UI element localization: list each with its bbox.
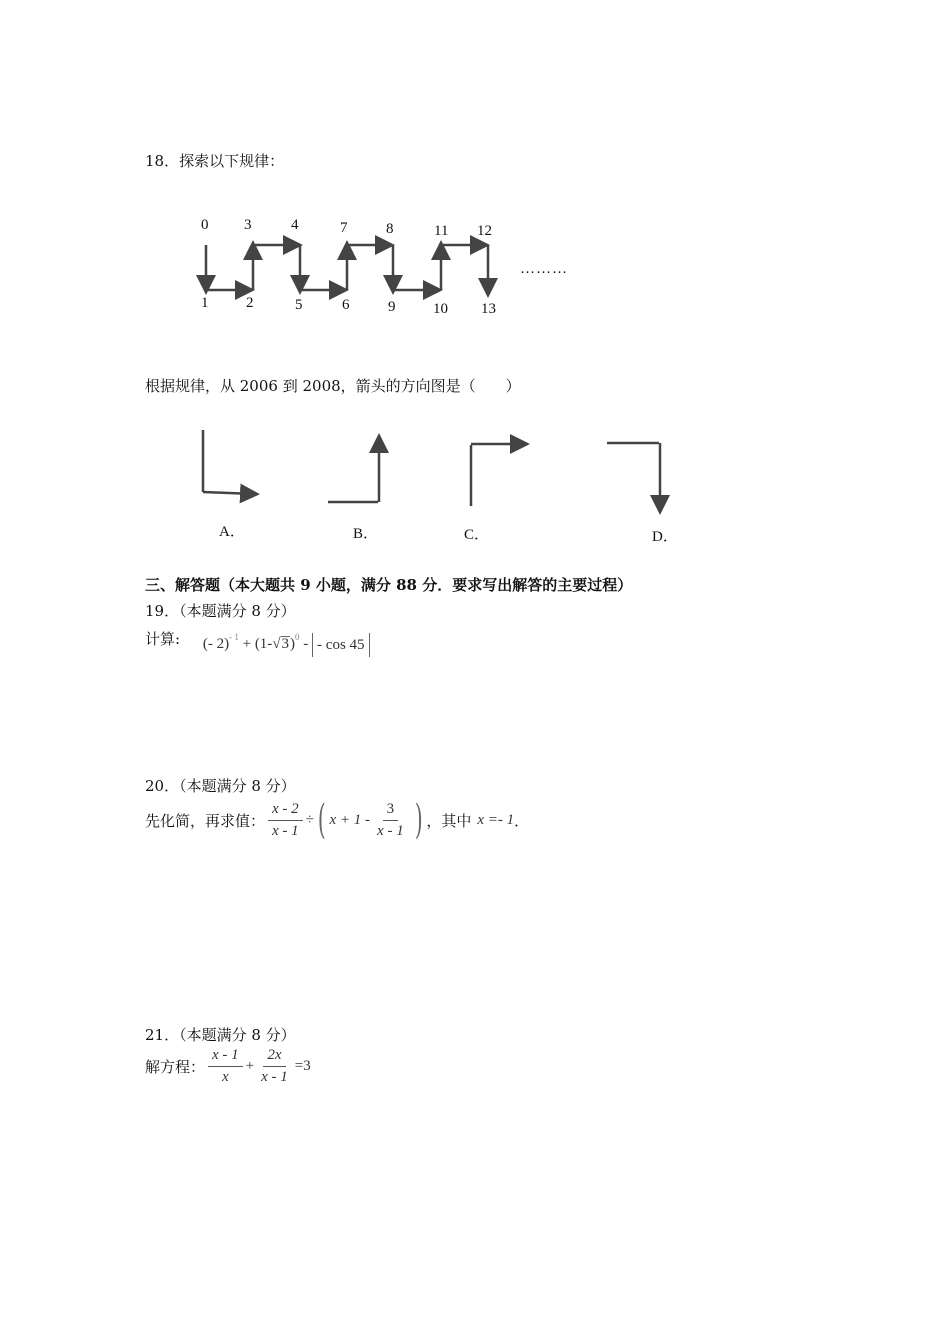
q20-frac2-num: 3 [383, 801, 399, 821]
q21-header [145, 1024, 296, 1045]
q21-score: （本题满分 8 分） [179, 1026, 296, 1044]
q19-minus: - [303, 636, 309, 652]
q19-term2-close: ) [290, 636, 296, 652]
option-c-label: C． [464, 527, 490, 543]
q19-plus: + [242, 636, 252, 652]
q19-score: （本题满分 8 分） [179, 602, 296, 620]
q19-body [145, 628, 370, 657]
option-b-label: B． [353, 526, 379, 542]
q18-header [145, 150, 284, 171]
q19-term2-exp: 0 [295, 632, 300, 642]
q19-expression [203, 632, 370, 657]
q21-body [145, 1047, 311, 1086]
label-top-2: 4 [291, 217, 299, 233]
q21-frac1-den: x [222, 1069, 229, 1085]
q21-fraction-1 [208, 1047, 243, 1086]
option-d-label: D． [652, 529, 678, 545]
q21-frac2-num: 2x [263, 1047, 285, 1067]
label-bottom-2: 5 [295, 297, 303, 313]
label-top-5: 11 [434, 223, 449, 239]
q20-period: ． [514, 811, 530, 830]
option-b-figure [328, 438, 379, 502]
label-bottom-4: 9 [388, 299, 396, 315]
q21-plus: + [245, 1058, 255, 1074]
q19-instruction: 计算: [145, 630, 181, 648]
q18-stem: 探索以下规律： [179, 152, 285, 170]
label-bottom-0: 1 [201, 295, 209, 311]
q20-inner-left: x + 1 - [329, 811, 371, 828]
section3-title: 三、解答题（本大题共 9 小题，满分 88 分．要求写出解答的主要过程） [145, 576, 633, 594]
label-bottom-3: 6 [342, 297, 350, 313]
q19-term2-open: (1- [254, 636, 273, 652]
q19-number: 19． [145, 602, 180, 620]
q18-pattern-figure [180, 205, 580, 325]
q21-number: 21． [145, 1026, 180, 1044]
q20-instruction: 先化简，再求值： [145, 811, 266, 830]
q19-abs-value: - cos 45 [312, 633, 370, 657]
label-top-4: 8 [386, 221, 394, 237]
q20-header [145, 775, 296, 796]
q20-number: 20． [145, 777, 180, 795]
q20-condition: x =- 1 [477, 811, 515, 828]
q21-fraction-2 [257, 1047, 292, 1086]
label-top-3: 7 [340, 220, 348, 236]
q18-number: 18． [145, 152, 180, 170]
q18-options-figure [185, 420, 685, 550]
q20-fraction-2 [373, 801, 408, 840]
q20-frac1-num: x - 2 [268, 801, 303, 821]
q20-body [145, 797, 530, 843]
label-top-0: 0 [201, 217, 209, 233]
q20-tail: ，其中 [426, 811, 472, 830]
q19-term1: (- 2) [202, 636, 230, 652]
label-bottom-6: 13 [481, 301, 496, 317]
q20-divide: ÷ [305, 811, 314, 828]
label-top-6: 12 [477, 223, 492, 239]
label-bottom-1: 2 [246, 295, 254, 311]
q21-frac1-num: x - 1 [208, 1047, 243, 1067]
left-paren-icon: ( [317, 797, 326, 843]
label-bottom-5: 10 [433, 301, 448, 317]
option-a-figure [203, 430, 255, 494]
label-top-1: 3 [244, 217, 252, 233]
q18-question: 根据规律，从 2006 到 2008，箭头的方向图是（ ） [145, 377, 521, 395]
q20-frac2-den: x - 1 [377, 822, 404, 839]
sqrt-icon: √ [272, 636, 281, 652]
q21-instruction: 解方程： [145, 1058, 206, 1076]
q19-term1-exp: - 1 [229, 632, 239, 642]
q21-frac2-den: x - 1 [261, 1069, 288, 1085]
right-paren-icon: ) [414, 797, 423, 843]
option-c-figure [471, 444, 525, 506]
pattern-ellipsis: ……… [520, 261, 568, 277]
q20-fraction-1 [268, 801, 303, 840]
option-a-label: A． [219, 524, 245, 540]
q20-score: （本题满分 8 分） [179, 777, 296, 795]
q19-sqrt-value: 3 [281, 636, 290, 652]
q21-rhs: =3 [294, 1058, 311, 1074]
q20-frac1-den: x - 1 [272, 822, 299, 839]
option-d-figure [607, 443, 660, 510]
q19-header [145, 600, 296, 621]
